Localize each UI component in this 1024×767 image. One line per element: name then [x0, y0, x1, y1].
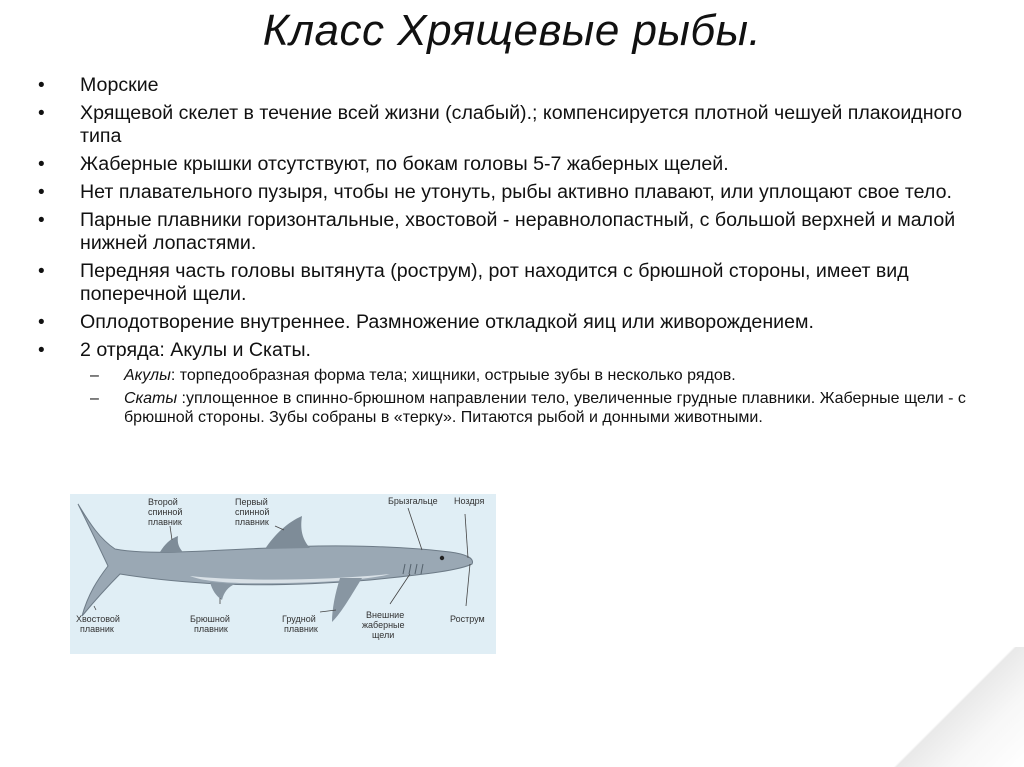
- bullet-text: Морские: [80, 74, 159, 96]
- bullet-text: Хрящевой скелет в течение всей жизни (слабый).; компенсируется плотной чешуей плакоидного типа: [80, 102, 963, 147]
- sub-text: :уплощенное в спинно-брюшном направлении тело, увеличенные грудные плавники. Жаберные щели - с брюшной стороны. Зубы собраны в «терку». Питаются рыбой и донными животными.: [124, 390, 966, 426]
- bullet-text: Нет плавательного пузыря, чтобы не утонуть, рыбы активно плавают, или уплощают свое тело.: [80, 181, 952, 203]
- sub-item-rays: [80, 389, 998, 427]
- sub-text: : торпедообразная форма тела; хищники, острыые зубы в несколько рядов.: [170, 367, 736, 384]
- bullet-item: [38, 102, 998, 148]
- first-dorsal-fin: [265, 516, 310, 549]
- bullet-icon: •: [38, 340, 45, 361]
- bullet-list: [38, 74, 998, 432]
- sub-list: [80, 366, 998, 427]
- bullet-item: [38, 181, 998, 204]
- label-first-dorsal: Первый спинной плавник: [235, 497, 270, 527]
- sub-term: Скаты: [124, 390, 178, 407]
- label-gill-slits: Внешние жаберные щели: [362, 610, 405, 640]
- bullet-icon: •: [38, 261, 45, 282]
- page-curl-decoration: [854, 647, 1024, 767]
- shark-body: [78, 504, 473, 616]
- label-rostrum: Рострум: [450, 614, 485, 624]
- label-caudal: Хвостовой плавник: [76, 614, 120, 634]
- bullet-text: Передняя часть головы вытянута (рострум), рот находится с брюшной стороны, имеет вид поперечной щели.: [80, 260, 909, 305]
- bullet-icon: •: [38, 182, 45, 203]
- label-spiracle: Брызгальце: [388, 496, 438, 506]
- bullet-item: [38, 153, 998, 176]
- shark-diagram: [70, 494, 496, 654]
- bullet-icon: •: [38, 103, 45, 124]
- dash-icon: –: [90, 390, 99, 407]
- label-second-dorsal: Второй спинной плавник: [148, 497, 183, 527]
- bullet-icon: •: [38, 154, 45, 175]
- slide-title: Класс Хрящевые рыбы.: [262, 6, 762, 55]
- bullet-item: [38, 209, 998, 255]
- bullet-item: [38, 74, 998, 97]
- bullet-icon: •: [38, 312, 45, 333]
- label-pelvic: Брюшной плавник: [190, 614, 230, 634]
- bullet-item: [38, 339, 998, 427]
- bullet-item: [38, 260, 998, 306]
- label-pectoral: Грудной плавник: [282, 614, 318, 634]
- pectoral-fin: [332, 578, 362, 622]
- bullet-text: Жаберные крышки отсутствуют, по бокам головы 5-7 жаберных щелей.: [80, 153, 729, 175]
- shark-illustration: [70, 494, 496, 654]
- bullet-text: Парные плавники горизонтальные, хвостовой - неравнолопастный, с большой верхней и малой нижней лопастями.: [80, 209, 956, 254]
- label-nostril: Ноздря: [454, 496, 485, 506]
- bullet-icon: •: [38, 75, 45, 96]
- dash-icon: –: [90, 367, 99, 384]
- pelvic-fin: [210, 582, 235, 600]
- bullet-text: 2 отряда: Акулы и Скаты.: [80, 339, 311, 361]
- bullet-text: Оплодотворение внутреннее. Размножение откладкой яиц или живорождением.: [80, 311, 814, 333]
- bullet-icon: •: [38, 210, 45, 231]
- sub-item-sharks: [80, 366, 998, 385]
- bullet-item: [38, 311, 998, 334]
- sub-term: Акулы: [124, 367, 171, 384]
